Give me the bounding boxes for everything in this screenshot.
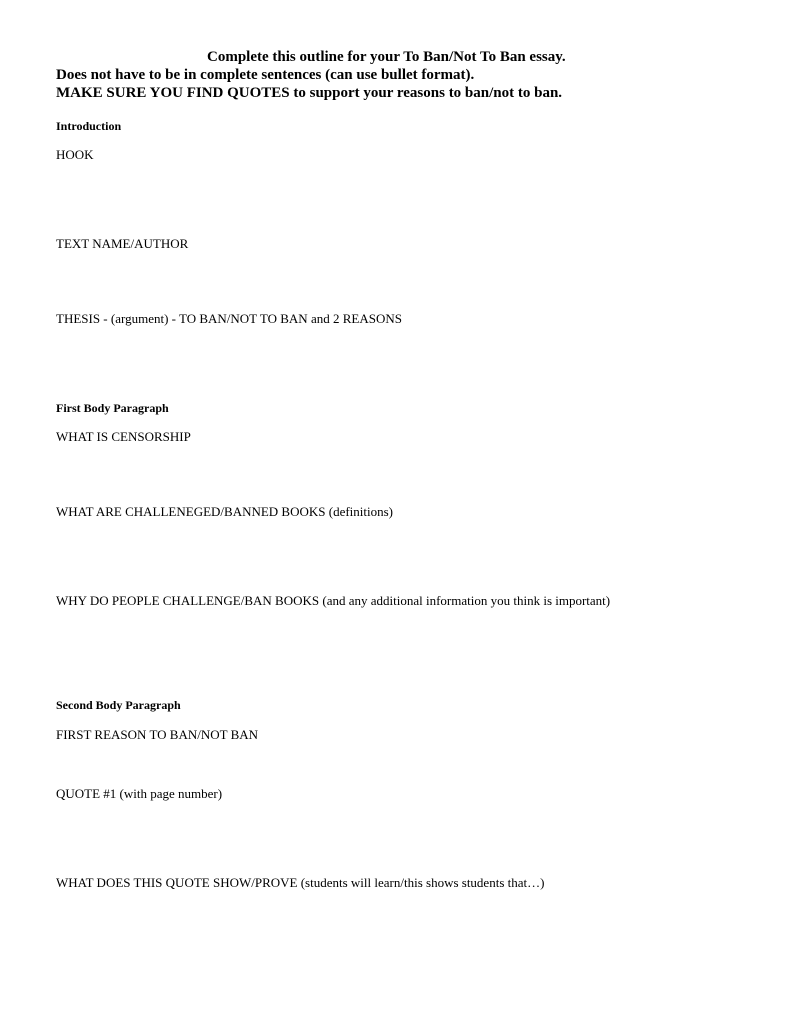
quote-prompt: QUOTE #1 (with page number) — [56, 786, 223, 801]
first-reason-prompt: FIRST REASON TO BAN/NOT BAN — [56, 727, 259, 742]
title-line-1: Complete this outline for your To Ban/Not To Ban essay. — [207, 49, 566, 65]
first-body-heading: First Body Paragraph — [56, 401, 169, 415]
second-body-heading: Second Body Paragraph — [56, 698, 181, 712]
introduction-heading: Introduction — [56, 119, 122, 133]
censorship-prompt: WHAT IS CENSORSHIP — [56, 429, 191, 444]
challenged-books-prompt: WHAT ARE CHALLENEGED/BANNED BOOKS (definitions) — [56, 504, 394, 519]
outline-instructions — [56, 48, 756, 102]
why-challenge-prompt: WHY DO PEOPLE CHALLENGE/BAN BOOKS (and any additional information you think is important) — [56, 593, 611, 608]
text-name-author-prompt: TEXT NAME/AUTHOR — [56, 236, 189, 251]
title-line-2: Does not have to be in complete sentences (can use bullet format). — [56, 67, 475, 83]
thesis-prompt: THESIS - (argument) - TO BAN/NOT TO BAN and 2 REASONS — [56, 311, 402, 326]
quote-meaning-prompt: WHAT DOES THIS QUOTE SHOW/PROVE (students will learn/this shows students that…) — [56, 875, 545, 890]
title-line-3: MAKE SURE YOU FIND QUOTES to support your reasons to ban/not to ban. — [56, 85, 563, 101]
hook-prompt: HOOK — [56, 147, 94, 162]
